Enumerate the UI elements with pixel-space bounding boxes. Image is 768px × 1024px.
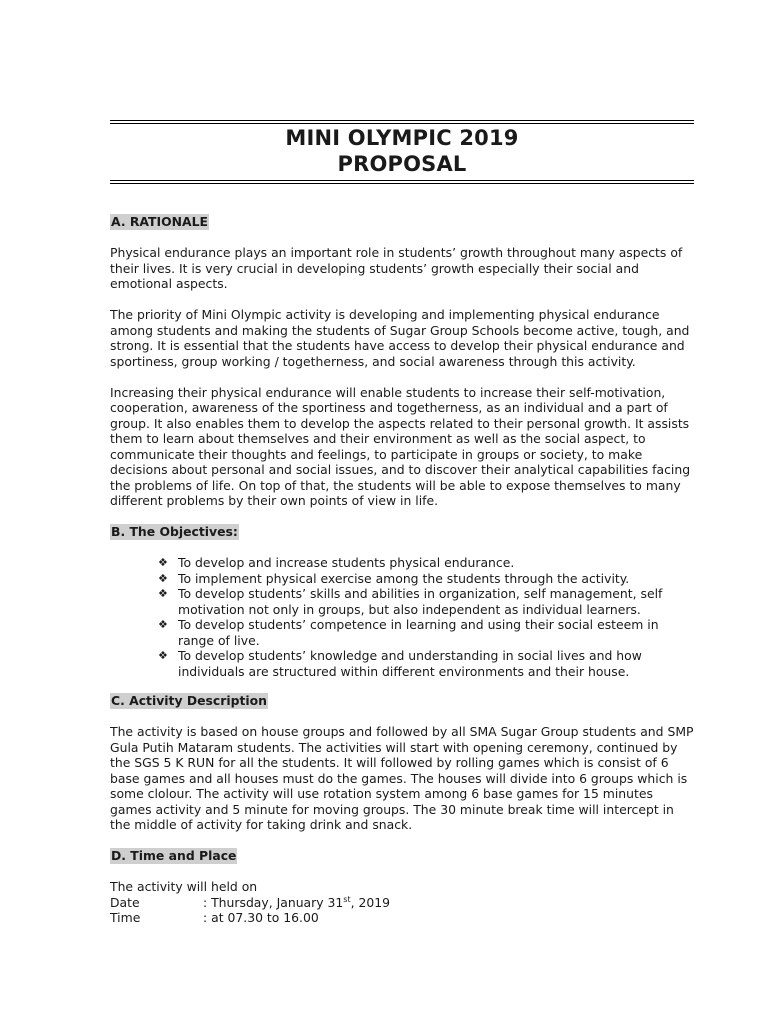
objective-text: To develop students’ skills and abilities in organization, self management, self motivation not only in groups, but also independent as individual learners.	[178, 586, 663, 617]
heading-objectives: B. The Objectives:	[111, 524, 238, 539]
top-rule-outer	[110, 120, 694, 121]
list-item	[158, 586, 694, 617]
heading-rationale: A. RATIONALE	[111, 214, 208, 229]
document-subtitle: PROPOSAL	[337, 152, 467, 176]
diamond-bullet-icon: ❖	[158, 571, 168, 585]
rationale-paragraph-2: The priority of Mini Olympic activity is developing and implementing physical endurance among students and making the students of Sugar Group Schools become active, tough, and strong. It is essential that the students have access to develop their physical endurance and sportiness, group working / togetherness, and social awareness through this activity.	[110, 307, 690, 369]
diamond-bullet-icon: ❖	[158, 556, 168, 569]
section-heading-objectives	[110, 524, 694, 540]
objectives-list	[110, 555, 694, 679]
time-label: Time	[110, 910, 141, 925]
heading-time-place: D. Time and Place	[111, 848, 237, 863]
rationale-paragraph-1: Physical endurance plays an important role in students’ growth throughout many aspects of their lives. It is very crucial in developing students’ growth especially their social and emotional aspects.	[110, 245, 683, 291]
date-value-main: : Thursday, January 31	[203, 894, 344, 910]
objective-text: To develop students’ competence in learning and using their social esteem in range of live.	[178, 617, 659, 648]
objective-text: To develop students’ knowledge and understanding in social lives and how individuals are structured within different environments and their house.	[178, 648, 642, 679]
document-title: MINI OLYMPIC 2019	[285, 126, 519, 150]
diamond-bullet-icon: ❖	[158, 587, 168, 600]
date-row	[110, 895, 694, 911]
heading-activity: C. Activity Description	[111, 693, 267, 708]
date-value-year: , 2019	[350, 894, 391, 910]
time-place-intro: The activity will held on	[110, 879, 258, 894]
list-item	[158, 648, 694, 679]
activity-paragraph: The activity is based on house groups and followed by all SMA Sugar Group students and SMP Gula Putih Mataram students. The activities will start with opening ceremony, continued by the SGS 5 K RUN for all the students. It will followed by rolling games which is consist of 6 base games and all houses must do the games. The houses will divide into 6 groups which is some clolour. The activity will use rotation system among 6 base games for 15 minutes games activity and 5 minute for moving groups. The 30 minute break time will intercept in the middle of activity for taking drink and snack.	[110, 724, 694, 832]
list-item	[158, 555, 694, 571]
list-item	[158, 617, 694, 648]
objective-text: To implement physical exercise among the students through the activity.	[178, 570, 630, 586]
section-heading-time-place	[110, 848, 694, 864]
top-rule-inner	[110, 123, 694, 124]
objective-text: To develop and increase students physical endurance.	[178, 555, 515, 570]
diamond-bullet-icon: ❖	[158, 649, 168, 662]
date-value	[203, 895, 390, 911]
document-body	[110, 214, 694, 926]
section-heading-rationale	[110, 214, 694, 230]
date-ordinal-suffix: st	[343, 894, 351, 904]
time-value: : at 07.30 to 16.00	[203, 910, 319, 925]
section-heading-activity	[110, 693, 694, 709]
diamond-bullet-icon: ❖	[158, 618, 168, 631]
rationale-paragraph-3: Increasing their physical endurance will enable students to increase their self-motivation, cooperation, awareness of the sportiness and togetherness, as an individual and a part of group. It also enables them to develop the aspects related to their personal growth. It assists them to learn about themselves and their environment as well as the social aspect, to communicate their thoughts and feelings, to participate in groups or society, to make decisions about personal and social issues, and to discover their analytical capabilities facing the problems of life. On top of that, the students will be able to expose themselves to many different problems by their own points of view in life.	[110, 384, 691, 508]
bottom-rule-inner	[110, 183, 694, 184]
list-item	[158, 571, 694, 587]
title-block	[110, 125, 694, 177]
bottom-rule-outer	[110, 180, 694, 181]
date-label: Date	[110, 894, 140, 910]
time-row	[110, 910, 694, 926]
